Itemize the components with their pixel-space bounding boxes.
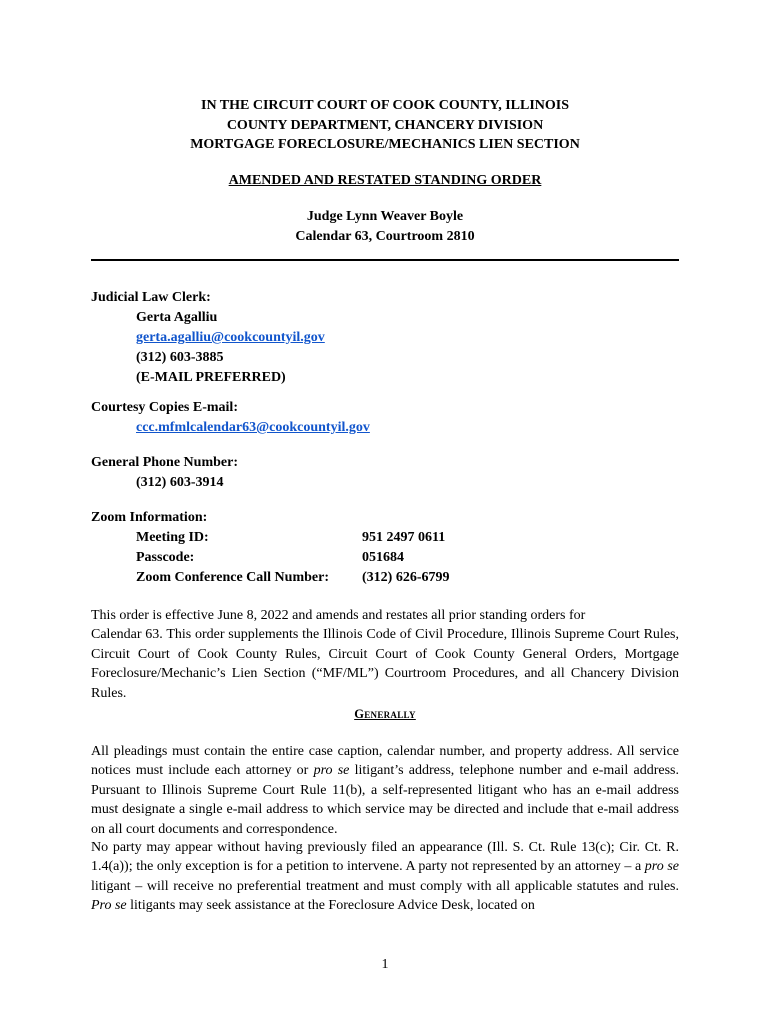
general-phone-label: General Phone Number: xyxy=(91,455,238,470)
calendar-courtroom: Calendar 63, Courtroom 2810 xyxy=(295,229,475,244)
generally-paragraph-1: All pleadings must contain the entire case caption, calendar number, and property address. All service notices must include each attorney or pro se litigant’s address, telephone number and e-mail address. Pursuant to Illinois Supreme Court Rule 11(b), a self-represented litigant who has an e-mail address must designate a single e-mail address to which service may be directed and include that e-mail address on all court documents and correspondence. xyxy=(91,744,680,837)
clerk-block xyxy=(91,288,325,388)
section-name: MORTGAGE FORECLOSURE/MECHANICS LIEN SECTION xyxy=(190,137,580,152)
meeting-id-label: Meeting ID: xyxy=(136,530,209,545)
meeting-id-value: 951 2497 0611 xyxy=(362,530,446,545)
call-number-value: (312) 626-6799 xyxy=(362,570,450,585)
courtesy-label: Courtesy Copies E-mail: xyxy=(91,400,238,415)
passcode-label: Passcode: xyxy=(136,550,195,565)
judge-name: Judge Lynn Weaver Boyle xyxy=(306,209,464,224)
order-title: AMENDED AND RESTATED STANDING ORDER xyxy=(228,173,542,188)
clerk-name: Gerta Agalliu xyxy=(136,310,218,325)
page-number: 1 xyxy=(381,957,389,972)
zoom-block xyxy=(91,508,450,588)
court-name: IN THE CIRCUIT COURT OF COOK COUNTY, ILLINOIS xyxy=(201,98,569,113)
zoom-label: Zoom Information: xyxy=(91,510,208,525)
zoom-passcode-row xyxy=(91,548,450,568)
call-number-label: Zoom Conference Call Number: xyxy=(136,570,329,585)
courtesy-block xyxy=(91,398,370,438)
intro-paragraph xyxy=(91,606,679,703)
intro-line-1: This order is effective June 8, 2022 and amends and restates all prior standing orders for xyxy=(91,608,586,623)
department-name: COUNTY DEPARTMENT, CHANCERY DIVISION xyxy=(226,118,544,133)
clerk-note: (E-MAIL PREFERRED) xyxy=(136,370,286,385)
section-heading-generally: Generally xyxy=(354,707,416,721)
zoom-meeting-row xyxy=(91,528,450,548)
intro-rest: Calendar 63. This order supplements the Illinois Code of Civil Procedure, Illinois Supreme Court Rules, Circuit Court of Cook County Rules, Circuit Court of Cook County General Orders, Mortgage Foreclosure/Mechanic’s Lien Section (“MF/ML”) Courtroom Procedures, and all Chancery Division Rules. xyxy=(91,627,679,701)
clerk-label: Judicial Law Clerk: xyxy=(91,290,211,305)
zoom-call-row xyxy=(91,568,450,588)
general-phone-block xyxy=(91,453,238,493)
generally-paragraph-2: No party may appear without having previously filed an appearance (Ill. S. Ct. Rule 13(c); Cir. Ct. R. 1.4(a)); the only exception is for a petition to intervene. A party not represented by an attorney – a pro se litigant – will receive no preferential treatment and must comply with all applicable statutes and rules. Pro se litigants may seek assistance at the Foreclosure Advice Desk, located on xyxy=(91,840,679,914)
horizontal-rule xyxy=(91,259,679,261)
passcode-value: 051684 xyxy=(362,550,404,565)
clerk-phone: (312) 603-3885 xyxy=(136,350,224,365)
clerk-email-link[interactable]: gerta.agalliu@cookcountyil.gov xyxy=(136,330,325,345)
general-phone-number: (312) 603-3914 xyxy=(136,475,224,490)
courtesy-email-link[interactable]: ccc.mfmlcalendar63@cookcountyil.gov xyxy=(136,420,370,435)
